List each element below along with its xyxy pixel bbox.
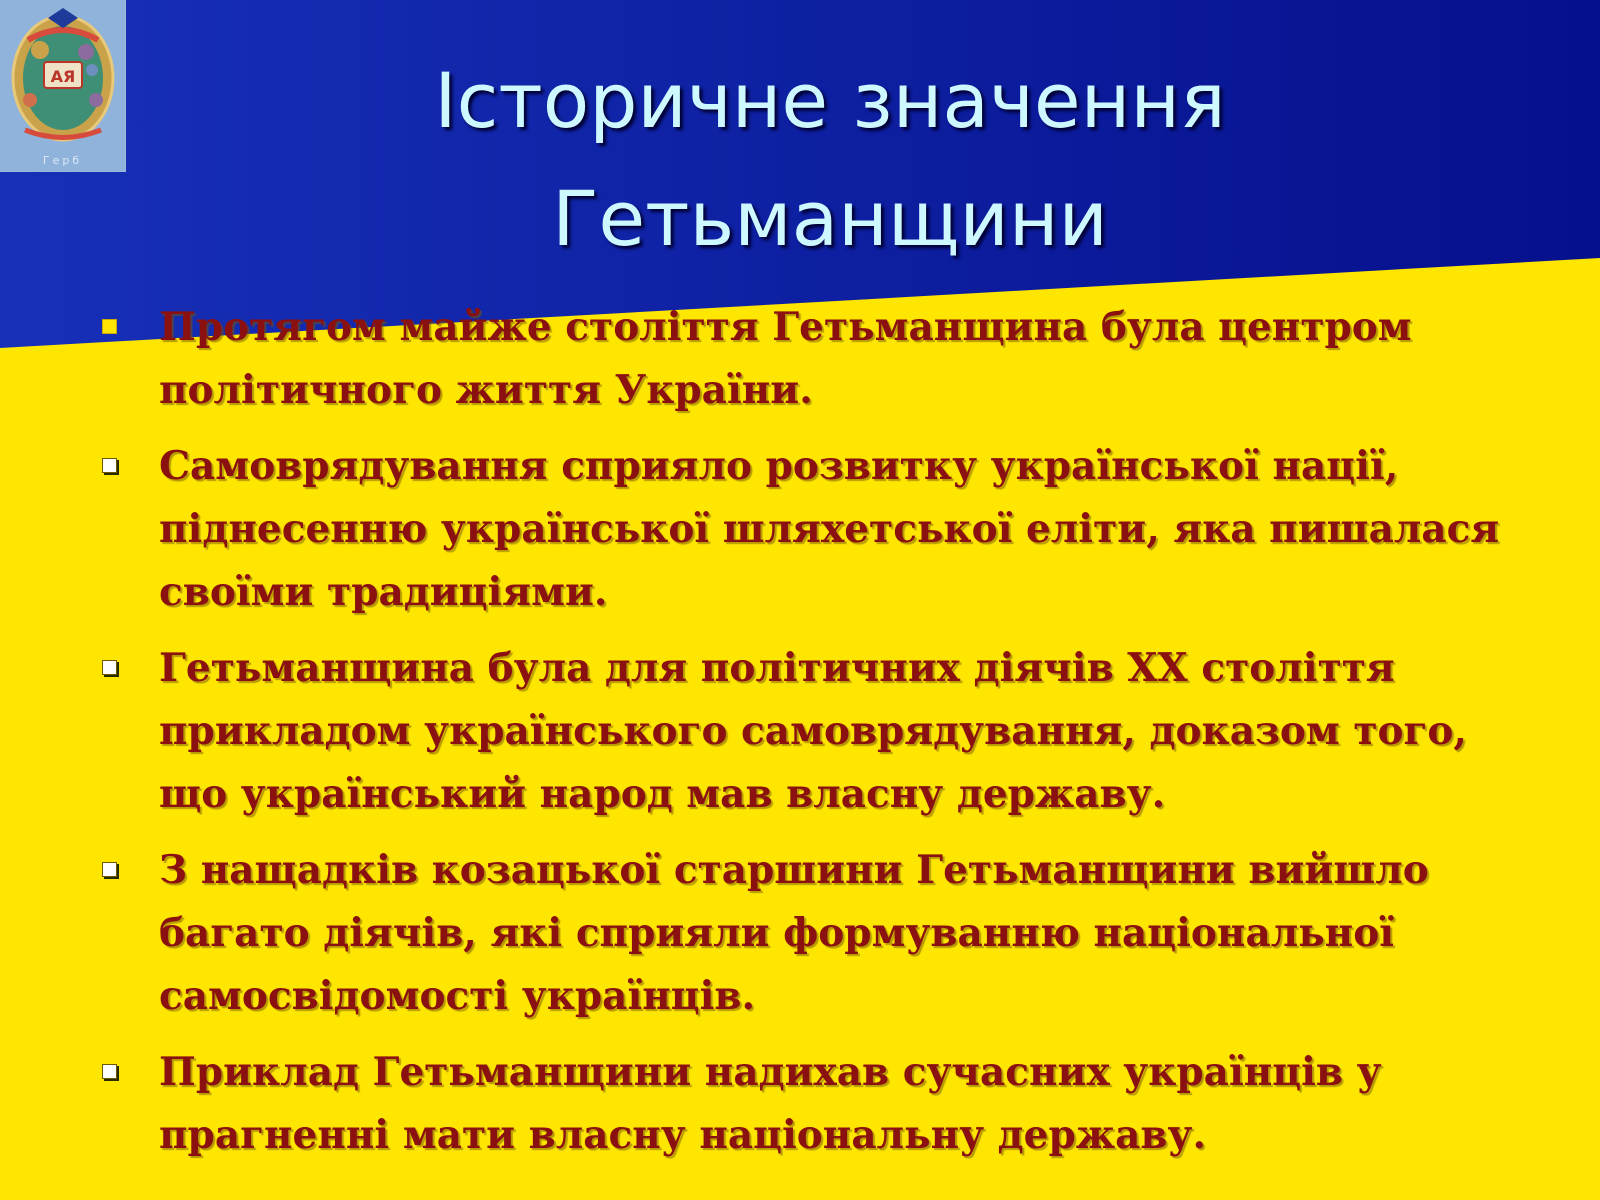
square-bullet-icon: [102, 660, 117, 675]
bullet-text: Гетьманщина була для політичних діячів XX століття прикладом українського самоврядування, доказом того, що український народ мав власну державу.: [159, 645, 1467, 817]
bullet-item: [98, 637, 1518, 826]
square-bullet-icon: [102, 319, 117, 334]
title-line-2: Гетьманщини: [552, 174, 1108, 263]
bullet-text: З нащадків козацької старшини Гетьманщини вийшло багато діячів, які сприяли формуванню національної самосвідомості українців.: [159, 847, 1429, 1019]
bullet-item: [98, 296, 1518, 422]
slide-title: [260, 42, 1400, 278]
bullet-item: [98, 839, 1518, 1028]
bullet-list: [98, 296, 1518, 1180]
title-line-1: Історичне значення: [434, 56, 1226, 145]
square-bullet-icon: [102, 862, 117, 877]
bullet-text: Протягом майже століття Гетьманщина була центром політичного життя України.: [159, 304, 1412, 413]
square-bullet-icon: [102, 1064, 117, 1079]
bullet-text: Самоврядування сприяло розвитку української нації, піднесенню української шляхетської еліти, яка пишалася своїми традиціями.: [159, 443, 1500, 615]
bullet-item: [98, 435, 1518, 624]
bullet-text: Приклад Гетьманщини надихав сучасних українців у прагненні мати власну національну державу.: [159, 1049, 1382, 1158]
coat-of-arms-logo: [0, 0, 126, 172]
square-bullet-icon: [102, 458, 117, 473]
logo-caption: Герб: [42, 154, 83, 167]
logo-letters: АЯ: [50, 67, 76, 86]
bullet-item: [98, 1041, 1518, 1167]
